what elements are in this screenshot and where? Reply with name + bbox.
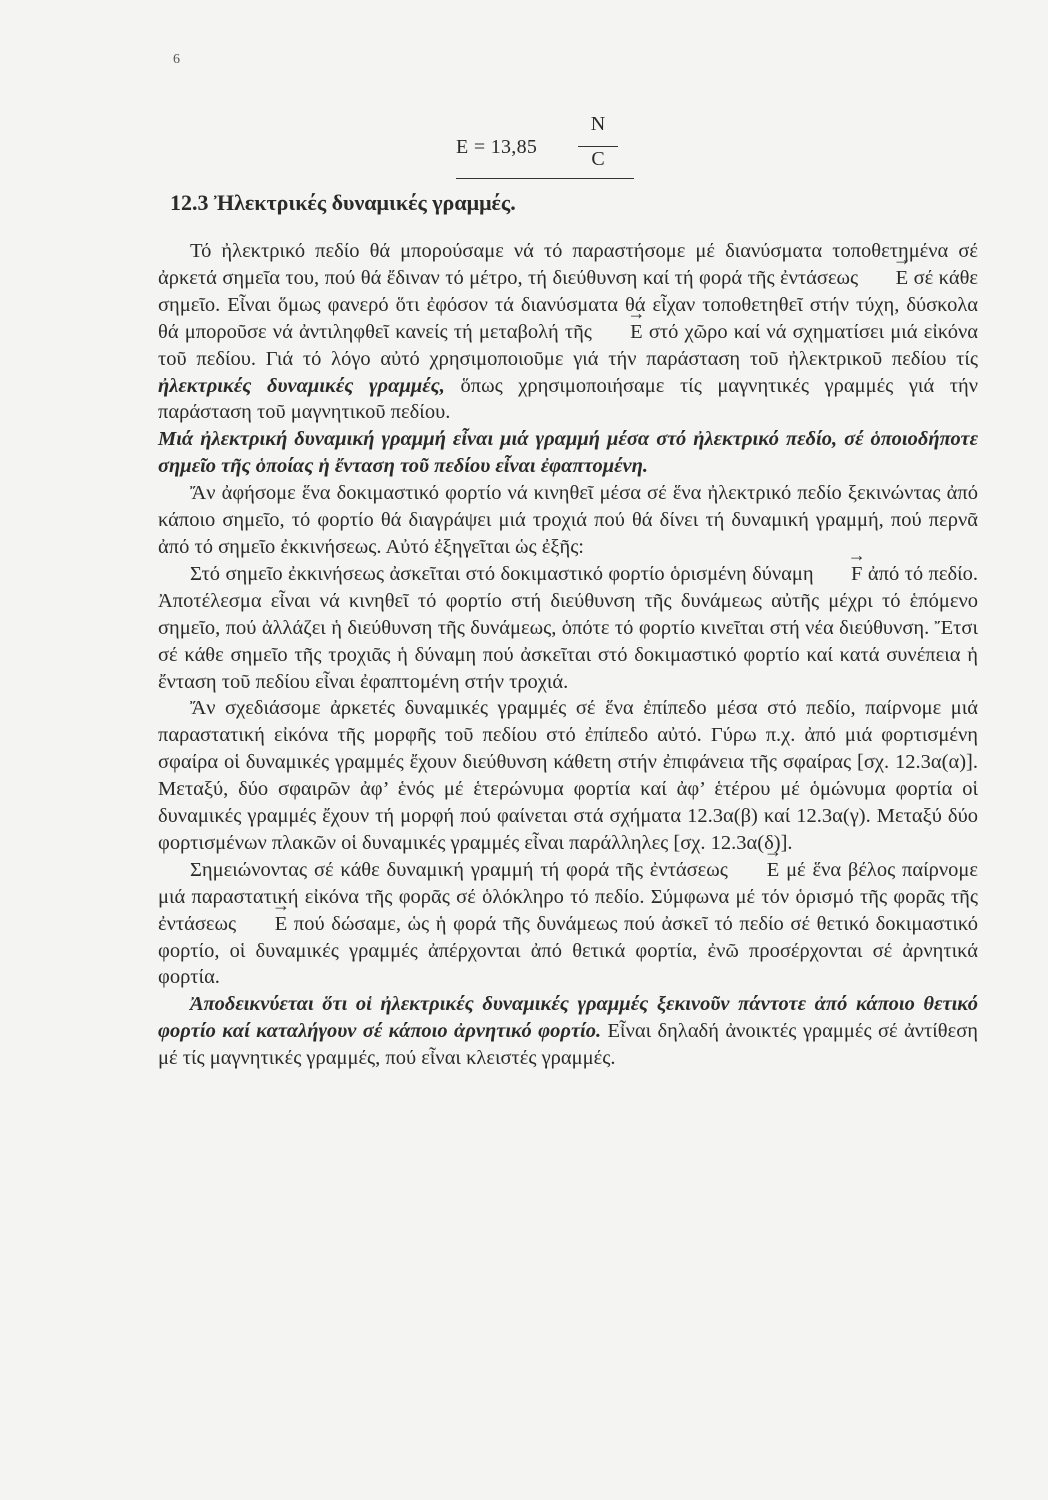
paragraph-text: Στό σημεῖο ἐκκινήσεως ἀσκεῖται στό δοκιμαστικό φορτίο ὁρισμένη δύναμη	[190, 562, 814, 585]
paragraph-7	[158, 991, 978, 1072]
body-text	[158, 238, 978, 1072]
paragraph-6	[158, 857, 978, 992]
vector-e-symbol: → E	[243, 911, 288, 938]
paragraph-text: Σημειώνοντας σέ κάθε δυναμική γραμμή τή φορά τῆς ἐντάσεως	[190, 858, 728, 881]
paragraph-text: σέ κάθε σημεῖο. Εἶναι ὅμως φανερό ὅτι ἐφόσον τά διανύσματα θά εἶχαν τοποθετηθεῖ στήν τύχη, δύσκολα θά μποροῦσε νά ἀντιληφθεῖ κανείς τή μεταβολή τῆς	[158, 266, 979, 343]
vector-e-symbol: → E	[735, 857, 780, 884]
paragraph-text: Εἶναι δηλαδή ἀνοικτές γραμμές σέ ἀντίθεση μέ τίς μαγνητικές γραμμές, πού εἶναι κλειστές γραμμές.	[158, 1020, 978, 1070]
paragraph-text: μέ ἕνα βέλος παίρνομε μιά παραστατική εἰκόνα τῆς φορᾶς σέ ὁλόκληρο τό πεδίο. Σύμφωνα μέ τόν ὁρισμό τῆς φορᾶς τῆς ἐντάσεως	[158, 858, 978, 935]
paragraph-text: ὅπως χρησιμοποιήσαμε τίς μαγνητικές γραμμές γιά τήν παράσταση τοῦ μαγνητικοῦ πεδίου.	[158, 374, 978, 424]
definition-text: Μιά ἠλεκτρική δυναμική γραμμή εἶναι μιά γραμμή μέσα στό ἠλεκτρικό πεδίο, σέ ὁποιοδήποτε σημεῖο τῆς ὁποίας ἡ ἔνταση τοῦ πεδίου εἶναι ἐφαπτομένη.	[158, 428, 978, 478]
formula-numerator: N	[590, 113, 606, 135]
emphasized-statement: Ἀποδεικνύεται ὅτι οἱ ἠλεκτρικές δυναμικές γραμμές ξεκινοῦν πάντοτε ἀπό κάποιο θετικό φορτίο καί καταλήγουν σέ κάποιο ἀρνητικό φορτίο.	[158, 993, 978, 1043]
vector-e-symbol: → E	[864, 265, 909, 292]
paragraph-4	[158, 561, 978, 696]
paragraph-2-definition	[158, 426, 978, 480]
formula-lhs: E = 13,85	[456, 136, 538, 158]
formula-unit-fraction	[578, 112, 618, 171]
vector-f-symbol: → F	[819, 561, 862, 588]
formula-underline	[456, 178, 634, 179]
page-number: 6	[173, 52, 180, 67]
paragraph-text: στό χῶρο καί νά σχηματίσει μιά εἰκόνα τοῦ πεδίου. Γιά τό λόγο αὐτό χρησιμοποιοῦμε γιά τήν παράσταση τοῦ ἠλεκτρικοῦ πεδίου τίς	[158, 320, 978, 370]
paragraph-1	[158, 238, 978, 426]
paragraph-text: πού δώσαμε, ὡς ἡ φορά τῆς δυνάμεως πού ἀσκεῖ τό πεδίο σέ θετικό δοκιμαστικό φορτίο, οἱ δυναμικές γραμμές ἀπέρχονται ἀπό θετικά φορτία, ἐνῶ προσέρχονται σέ ἀρνητικά φορτία.	[158, 912, 979, 989]
paragraph-text: ἀπό τό πεδίο. Ἀποτέλεσμα εἶναι νά κινηθεῖ τό φορτίο στή διεύθυνση τῆς δυνάμεως αὐτῆς μέχρι τό ἑπόμενο σημεῖο, πού ἀλλάζει ἡ διεύθυνση τῆς δυνάμεως, ὁπότε τό φορτίο κινεῖται στή νέα διεύθυνση. Ἔτσι σέ κάθε σημεῖο τῆς τροχιᾶς ἡ δύναμη πού ἀσκεῖται στό δοκιμαστικό φορτίο καί κατά συνέπεια ἡ ἔνταση τοῦ πεδίου εἶναι ἐφαπτομένη στήν τροχιά.	[158, 562, 979, 693]
formula-denominator: C	[591, 148, 605, 170]
section-heading: 12.3 Ἠλεκτρικές δυναμικές γραμμές.	[170, 190, 516, 215]
emphasized-term: ἠλεκτρικές δυναμικές γραμμές,	[158, 374, 445, 397]
vector-e-symbol: → E	[598, 319, 643, 346]
field-strength-formula	[456, 112, 634, 182]
paragraph-text: Ἄν ἀφήσομε ἕνα δοκιμαστικό φορτίο νά κινηθεῖ μέσα σέ ἕνα ἠλεκτρικό πεδίο ξεκινώντας ἀπό κάποιο σημεῖο, τό φορτίο θά διαγράψει μιά τροχιά πού θά δίνει τή δυναμική γραμμή, πού περνᾶ ἀπό τό σημεῖο ἐκκινήσεως. Αὐτό ἐξηγεῖται ὡς ἐξῆς:	[158, 482, 978, 558]
paragraph-5	[158, 695, 978, 856]
paragraph-text: Ἄν σχεδιάσομε ἀρκετές δυναμικές γραμμές σέ ἕνα ἐπίπεδο μέσα στό πεδίο, παίρνομε μιά παραστατική εἰκόνα τῆς μορφῆς τοῦ πεδίου στό ἐπίπεδο αὐτό. Γύρω π.χ. ἀπό μιά φορτισμένη σφαίρα οἱ δυναμικές γραμμές ἔχουν διεύθυνση κάθετη στήν ἐπιφάνεια τῆς σφαίρας [σχ. 12.3α(α)]. Μεταξύ, δύο σφαιρῶν ἀφ’ ἑνός μέ ἑτερώνυμα φορτία καί ἀφ’ ἑτέρου μέ ὁμώνυμα φορτία οἱ δυναμικές γραμμές ἔχουν τή μορφή πού φαίνεται στά σχήματα 12.3α(β) καί 12.3α(γ). Μεταξύ δύο φορτισμένων πλακῶν οἱ δυναμικές γραμμές εἶναι παράλληλες [σχ. 12.3α(δ)].	[158, 697, 978, 854]
paragraph-text: Τό ἠλεκτρικό πεδίο θά μπορούσαμε νά τό παραστήσομε μέ διανύσματα τοποθετημένα σέ ἀρκετά σημεῖα του, πού θά ἔδιναν τό μέτρο, τή διεύθυνση καί τή φορά τῆς ἐντάσεως	[158, 240, 978, 289]
